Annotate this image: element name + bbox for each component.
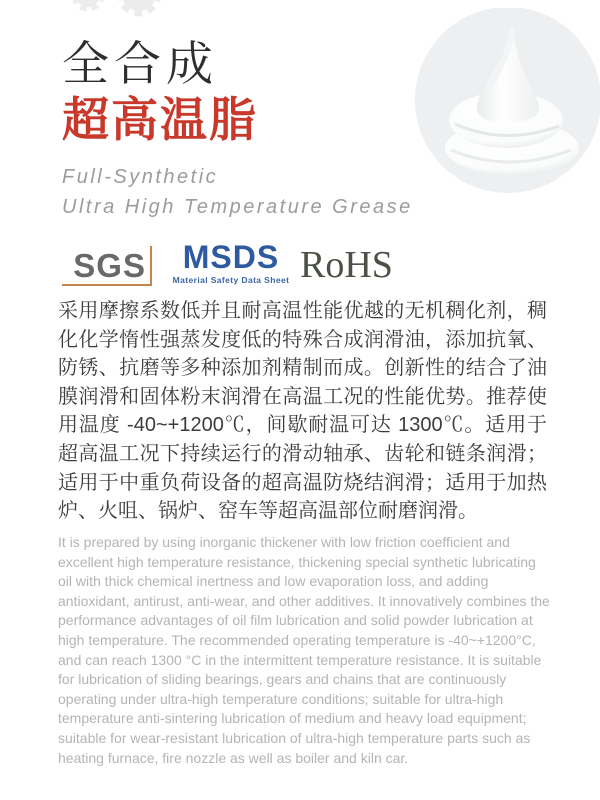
product-title-zh: 全合成 — [62, 37, 218, 90]
product-subtitle-en — [62, 162, 413, 222]
msds-logo — [170, 239, 292, 288]
sgs-underline — [62, 284, 152, 286]
msds-label: MSDS — [182, 239, 280, 275]
sgs-logo — [62, 242, 152, 286]
subtitle-line1: Full-Synthetic — [62, 166, 219, 188]
grease-swirl-image — [413, 8, 600, 198]
description-chinese: 采用摩擦系数低并且耐高温性能优越的无机稠化剂，稠化化学惰性强蒸发度低的特殊合成润滑油，添加抗氧、防锈、抗磨等多种添加剂精制而成。创新性的结合了油膜润滑和固体粉末润滑在高温工况的性能优势。推荐使用温度 -40~+1200℃，间歇耐温可达 1300℃。适用于超高温工况下持续运行的滑动轴承、齿轮和链条润滑；适用于中重负荷设备的超高温防烧结润滑；适用于加热炉、火咀、锅炉、窑车等超高温部位耐磨润滑。 — [58, 300, 547, 523]
product-title-zh-red: 超高温脂 — [62, 93, 258, 146]
msds-sublabel: Material Safety Data Sheet — [172, 275, 290, 285]
rohs-logo: RoHS — [300, 244, 393, 286]
description-english: It is prepared by using inorganic thickener with low friction coefficient and excellent high temperature resistance, thickening special synthetic lubricating oil with thick chemical inertness and low evaporation loss, and adding antioxidant, antirust, anti-wear, and other additives. It innovatively combines the performance advantages of oil film lubrication and solid powder lubrication at high temperature. The recommended operating temperature is -40~+1200°C, and can reach 1300 °C in the intermittent temperature resistance. It is suitable for lubrication of sliding bearings, gears and chains that are continuously operating under ultra-high temperature conditions; suitable for ultra-high temperature anti-sintering lubrication of medium and heavy load equipment; suitable for wear-resistant lubrication of ultra-high temperature parts such as heating furnace, fire nozzle as well as boiler and kiln car. — [58, 534, 550, 766]
subtitle-line2: Ultra High Temperature Grease — [62, 196, 413, 218]
certification-badges — [62, 240, 542, 292]
sgs-sideline — [150, 246, 152, 286]
sgs-label: SGS — [73, 247, 146, 284]
gear-icon — [58, 0, 188, 26]
